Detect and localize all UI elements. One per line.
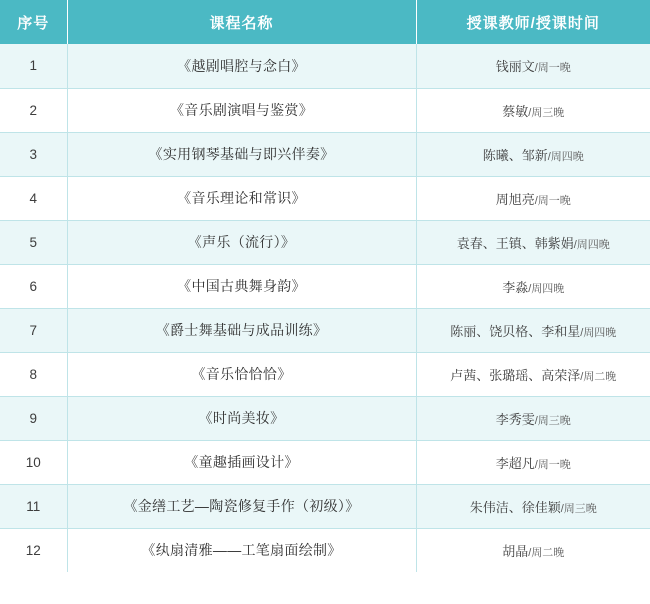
cell-index: 8 xyxy=(0,352,67,396)
teaching-time: /周四晚 xyxy=(573,238,610,251)
cell-teacher-time xyxy=(416,264,650,308)
teacher-names: 钱丽文 xyxy=(495,59,535,75)
cell-index: 2 xyxy=(0,88,67,132)
cell-index: 11 xyxy=(0,484,67,528)
table-row xyxy=(0,352,650,396)
cell-teacher-time xyxy=(416,44,650,88)
cell-teacher-time xyxy=(416,528,650,572)
cell-index: 1 xyxy=(0,44,67,88)
table-row xyxy=(0,528,650,572)
teacher-names: 陈曦、邹新 xyxy=(482,147,548,163)
teaching-time: /周一晚 xyxy=(534,62,571,75)
cell-teacher-time xyxy=(416,440,650,484)
table-row xyxy=(0,440,650,484)
cell-course-name: 《音乐恰恰恰》 xyxy=(67,352,416,396)
cell-index: 7 xyxy=(0,308,67,352)
cell-teacher-time xyxy=(416,132,650,176)
teaching-time: /周四晚 xyxy=(580,326,617,339)
teaching-time: /周二晚 xyxy=(580,370,617,383)
cell-teacher-time xyxy=(416,220,650,264)
cell-course-name: 《爵士舞基础与成品训练》 xyxy=(67,308,416,352)
teacher-names: 朱伟洁、徐佳颖 xyxy=(469,499,561,515)
teaching-time: /周三晚 xyxy=(560,502,597,515)
table-row xyxy=(0,220,650,264)
teaching-time: /周四晚 xyxy=(528,282,565,295)
table-row xyxy=(0,176,650,220)
teacher-names: 李秀雯 xyxy=(495,411,535,427)
teacher-names: 周旭亮 xyxy=(495,191,535,207)
table-row xyxy=(0,88,650,132)
cell-index: 5 xyxy=(0,220,67,264)
cell-teacher-time xyxy=(416,352,650,396)
cell-course-name: 《金缮工艺—陶瓷修复手作（初级）》 xyxy=(67,484,416,528)
cell-course-name: 《纨扇清雅——工笔扇面绘制》 xyxy=(67,528,416,572)
teacher-names: 胡晶 xyxy=(502,543,529,559)
teaching-time: /周一晚 xyxy=(534,458,571,471)
cell-teacher-time xyxy=(416,396,650,440)
cell-teacher-time xyxy=(416,484,650,528)
cell-index: 6 xyxy=(0,264,67,308)
table-row xyxy=(0,308,650,352)
teacher-names: 卢茜、张璐瑶、高荣泽 xyxy=(450,367,581,383)
cell-teacher-time xyxy=(416,308,650,352)
cell-index: 3 xyxy=(0,132,67,176)
teacher-names: 袁春、王镇、韩紫娟 xyxy=(456,235,574,251)
cell-course-name: 《音乐剧演唱与鉴赏》 xyxy=(67,88,416,132)
cell-course-name: 《越剧唱腔与念白》 xyxy=(67,44,416,88)
cell-teacher-time xyxy=(416,176,650,220)
teacher-names: 陈丽、饶贝格、李和星 xyxy=(450,323,581,339)
table-row xyxy=(0,132,650,176)
cell-course-name: 《童趣插画设计》 xyxy=(67,440,416,484)
table-row xyxy=(0,264,650,308)
table-row xyxy=(0,44,650,88)
table-row xyxy=(0,396,650,440)
column-header-index: 序号 xyxy=(0,0,67,44)
cell-index: 12 xyxy=(0,528,67,572)
cell-course-name: 《声乐（流行）》 xyxy=(67,220,416,264)
cell-teacher-time xyxy=(416,88,650,132)
cell-course-name: 《音乐理论和常识》 xyxy=(67,176,416,220)
teaching-time: /周二晚 xyxy=(528,546,565,559)
table-header xyxy=(0,0,650,44)
cell-index: 10 xyxy=(0,440,67,484)
teacher-names: 李超凡 xyxy=(495,455,535,471)
teaching-time: /周四晚 xyxy=(547,150,584,163)
column-header-teacher-time: 授课教师/授课时间 xyxy=(416,0,650,44)
teaching-time: /周三晚 xyxy=(534,414,571,427)
teaching-time: /周三晚 xyxy=(528,106,565,119)
column-header-course-name: 课程名称 xyxy=(67,0,416,44)
cell-course-name: 《中国古典舞身韵》 xyxy=(67,264,416,308)
teacher-names: 蔡敏 xyxy=(502,103,529,119)
teacher-names: 李淼 xyxy=(502,279,529,295)
cell-index: 9 xyxy=(0,396,67,440)
teaching-time: /周一晚 xyxy=(534,194,571,207)
table-row xyxy=(0,484,650,528)
cell-index: 4 xyxy=(0,176,67,220)
cell-course-name: 《实用钢琴基础与即兴伴奏》 xyxy=(67,132,416,176)
cell-course-name: 《时尚美妆》 xyxy=(67,396,416,440)
table-body xyxy=(0,44,650,572)
table-header-row xyxy=(0,0,650,44)
